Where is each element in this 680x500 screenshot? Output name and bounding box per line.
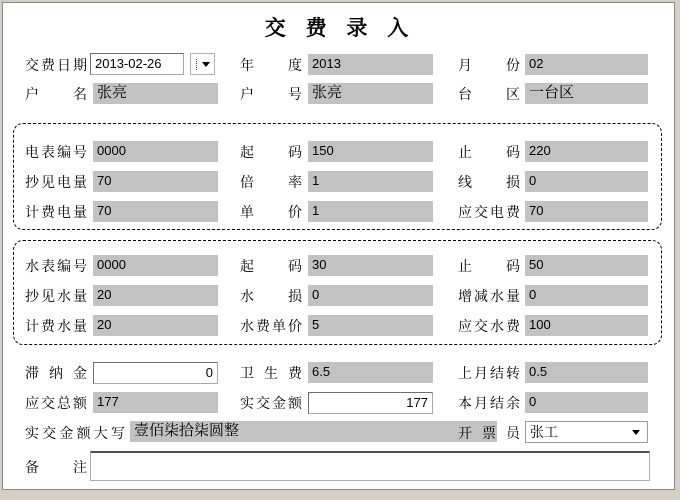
late-fee-label: 滞 纳 金: [25, 365, 87, 381]
clerk-combobox[interactable]: [525, 421, 648, 443]
water-billed-label: 计费水量: [25, 318, 87, 334]
dropdown-arrow-icon: [202, 62, 210, 67]
electric-billed-field: 70: [93, 201, 218, 222]
paid-words-label: 实交金额大写: [25, 425, 125, 441]
total-due-label: 应交总额: [25, 395, 87, 411]
electric-multiplier-label: 倍 率: [240, 174, 302, 190]
account-field: 张亮: [308, 83, 433, 104]
total-due-field: 177: [93, 392, 218, 413]
clerk-combobox-value: 张工: [530, 424, 558, 440]
combo-arrow-icon: [632, 430, 640, 435]
electric-meter-no-label: 电表编号: [25, 144, 87, 160]
water-unit-price-field: 5: [308, 315, 433, 336]
water-start-label: 起 码: [240, 258, 302, 274]
name-label: 户 名: [25, 86, 87, 102]
electric-stop-label: 止 码: [458, 144, 520, 160]
electric-start-field: 150: [308, 141, 433, 162]
water-meter-no-field: 0000: [93, 255, 218, 276]
electric-multiplier-field: 1: [308, 171, 433, 192]
water-fee-due-field: 100: [525, 315, 648, 336]
electric-meter-no-field: 0000: [93, 141, 218, 162]
name-field: 张亮: [93, 83, 218, 104]
date-dropdown-button[interactable]: [190, 53, 215, 75]
paid-amount-input[interactable]: 177: [308, 392, 433, 414]
water-unit-price-label: 水费单价: [240, 318, 302, 334]
balance-field: 0: [525, 392, 648, 413]
date-label: 交费日期: [25, 57, 87, 73]
water-read-label: 抄见水量: [25, 288, 87, 304]
remarks-input[interactable]: [90, 451, 650, 481]
page-title: 交 费 录 入: [264, 17, 416, 40]
water-adjust-label: 增减水量: [458, 288, 520, 304]
electric-fee-due-label: 应交电费: [458, 204, 520, 220]
water-adjust-field: 0: [525, 285, 648, 306]
carryover-prev-label: 上月结转: [458, 365, 520, 381]
water-loss-label: 水 损: [240, 288, 302, 304]
electric-billed-label: 计费电量: [25, 204, 87, 220]
late-fee-input[interactable]: 0: [93, 362, 218, 384]
electric-fee-due-field: 70: [525, 201, 648, 222]
water-meter-no-label: 水表编号: [25, 258, 87, 274]
carryover-prev-field: 0.5: [525, 362, 648, 383]
remarks-label: 备 注: [25, 459, 87, 475]
electric-read-field: 70: [93, 171, 218, 192]
paid-amount-label: 实交金额: [240, 395, 302, 411]
year-field: 2013: [308, 54, 433, 75]
water-start-field: 30: [308, 255, 433, 276]
water-stop-label: 止 码: [458, 258, 520, 274]
sanitation-fee-field: 6.5: [308, 362, 433, 383]
electric-line-loss-field: 0: [525, 171, 648, 192]
month-field: 02: [525, 54, 648, 75]
area-label: 台 区: [458, 86, 520, 102]
separator-dots: [196, 59, 198, 70]
year-label: 年 度: [240, 57, 302, 73]
water-fee-due-label: 应交水费: [458, 318, 520, 334]
water-loss-field: 0: [308, 285, 433, 306]
clerk-label: 开 票 员: [458, 425, 520, 441]
account-label: 户 号: [240, 86, 302, 102]
electric-read-label: 抄见电量: [25, 174, 87, 190]
paid-words-field: 壹佰柒拾柒圆整: [130, 421, 497, 442]
water-read-field: 20: [93, 285, 218, 306]
electric-line-loss-label: 线 损: [458, 174, 520, 190]
area-field: 一台区: [525, 83, 648, 104]
water-stop-field: 50: [525, 255, 648, 276]
water-billed-field: 20: [93, 315, 218, 336]
electric-unit-price-label: 单 价: [240, 204, 302, 220]
electric-unit-price-field: 1: [308, 201, 433, 222]
electric-stop-field: 220: [525, 141, 648, 162]
sanitation-fee-label: 卫 生 费: [240, 365, 302, 381]
electric-start-label: 起 码: [240, 144, 302, 160]
date-input[interactable]: 2013-02-26: [90, 53, 184, 75]
balance-label: 本月结余: [458, 395, 520, 411]
month-label: 月 份: [458, 57, 520, 73]
